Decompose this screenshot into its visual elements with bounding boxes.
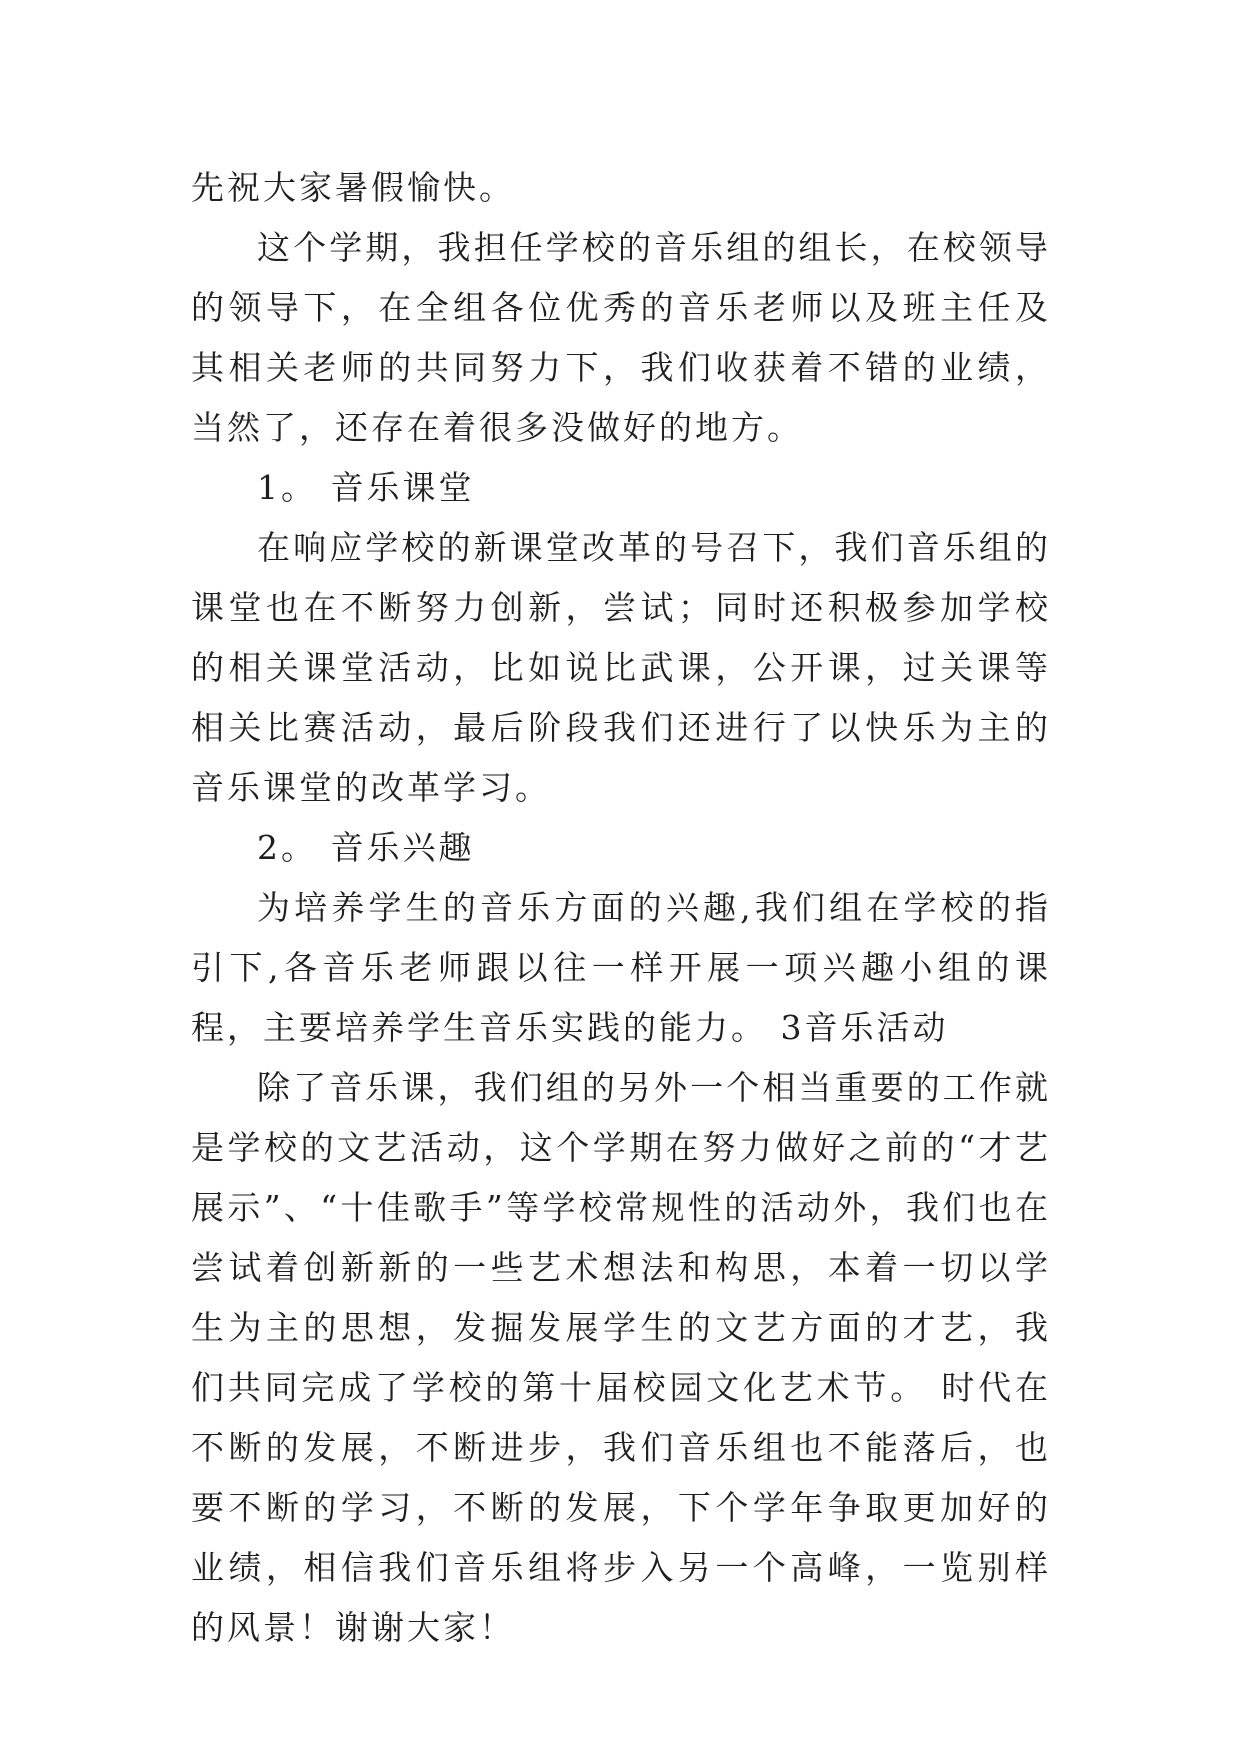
document-body (191, 158, 1051, 1658)
paragraph-greeting: 先祝大家暑假愉快。 (191, 168, 515, 207)
paragraph-music-interest: 为培养学生的音乐方面的兴趣,我们组在学校的指引下,各音乐老师跟以往一样开展一项兴趣小组的课程，主要培养学生音乐实践的能力。 3音乐活动 (191, 888, 1051, 1047)
paragraph-music-class: 在响应学校的新课堂改革的号召下，我们音乐组的课堂也在不断努力创新，尝试；同时还积极参加学校的相关课堂活动，比如说比武课，公开课，过关课等相关比赛活动，最后阶段我们还进行了以快乐为主的音乐课堂的改革学习。 (191, 528, 1051, 807)
section-heading-music-class: 1。 音乐课堂 (257, 468, 475, 507)
paragraph-music-activities: 除了音乐课，我们组的另外一个相当重要的工作就是学校的文艺活动，这个学期在努力做好之前的“才艺展示”、“十佳歌手”等学校常规性的活动外，我们也在尝试着创新新的一些艺术想法和构思，本着一切以学生为主的思想，发掘发展学生的文艺方面的才艺，我们共同完成了学校的第十届校园文化艺术节。 时代在不断的发展，不断进步，我们音乐组也不能落后，也要不断的学习，不断的发展，下个学年争取更加好的业绩，相信我们音乐组将步入另一个高峰，一览别样的风景！谢谢大家！ (191, 1068, 1051, 1647)
section-heading-music-interest: 2。 音乐兴趣 (257, 828, 475, 867)
paragraph-intro: 这个学期，我担任学校的音乐组的组长，在校领导的领导下，在全组各位优秀的音乐老师以及班主任及其相关老师的共同努力下，我们收获着不错的业绩，当然了，还存在着很多没做好的地方。 (191, 228, 1051, 447)
